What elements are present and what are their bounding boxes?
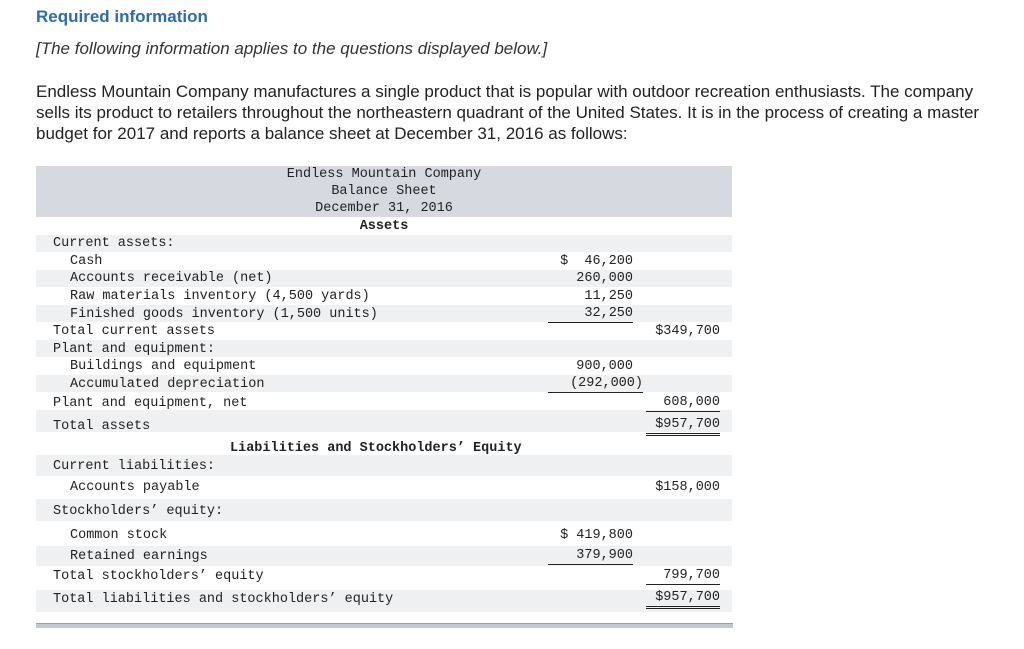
- bottom-divider: [36, 623, 733, 628]
- accounts-receivable-amount: 260,000: [576, 271, 633, 286]
- total-equity-label: Total stockholders’ equity: [53, 569, 264, 584]
- accounts-receivable-label: Accounts receivable (net): [70, 271, 273, 286]
- total-current-assets-label: Total current assets: [53, 324, 216, 339]
- stockholders-equity-label: Stockholders’ equity:: [53, 504, 224, 519]
- accumulated-depreciation-amount: (292,000): [548, 376, 643, 393]
- raw-materials-label: Raw materials inventory (4,500 yards): [70, 289, 370, 304]
- current-assets-label: Current assets:: [53, 236, 175, 251]
- common-stock-amount: $ 419,800: [560, 528, 633, 543]
- problem-intro: Endless Mountain Company manufactures a single product that is popular with outdoor recreation enthusiasts. The company sells its product to retailers throughout the northeastern quadrant of the United States. It is in the process of creating a master budget for 2017 and reports a balance sheet at December 31, 2016 as follows:: [36, 82, 980, 143]
- total-assets-amount: $957,700: [646, 417, 720, 436]
- total-current-assets-amount: $349,700: [655, 324, 720, 339]
- plant-net-amount: 608,000: [646, 395, 720, 412]
- balance-sheet: [36, 166, 732, 628]
- finished-goods-amount: 32,250: [548, 306, 633, 323]
- retained-earnings-label: Retained earnings: [70, 549, 208, 564]
- statement-title: Balance Sheet: [331, 184, 437, 199]
- accounts-payable-amount: $158,000: [655, 480, 720, 495]
- total-assets-label: Total assets: [53, 419, 151, 434]
- plant-equipment-label: Plant and equipment:: [53, 342, 216, 357]
- accounts-payable-label: Accounts payable: [70, 480, 200, 495]
- finished-goods-label: Finished goods inventory (1,500 units): [70, 307, 378, 322]
- information-note: [The following information applies to the questions displayed below.]: [36, 39, 548, 58]
- statement-date: December 31, 2016: [315, 201, 453, 216]
- cash-amount: $ 46,200: [560, 254, 633, 269]
- liabilities-equity-heading: Liabilities and Stockholders’ Equity: [230, 441, 522, 456]
- raw-materials-amount: 11,250: [584, 289, 633, 304]
- accumulated-depreciation-label: Accumulated depreciation: [70, 377, 265, 392]
- company-name: Endless Mountain Company: [286, 167, 482, 182]
- buildings-label: Buildings and equipment: [70, 359, 257, 374]
- common-stock-label: Common stock: [70, 528, 168, 543]
- retained-earnings-amount: 379,900: [548, 548, 633, 565]
- total-liabilities-equity-amount: $957,700: [646, 590, 720, 609]
- plant-net-label: Plant and equipment, net: [53, 396, 248, 411]
- total-liabilities-equity-label: Total liabilities and stockholders’ equity: [53, 592, 394, 607]
- current-liabilities-label: Current liabilities:: [53, 459, 216, 474]
- required-information-title: Required information: [36, 7, 208, 26]
- cash-label: Cash: [70, 254, 103, 269]
- total-equity-amount: 799,700: [646, 568, 720, 585]
- buildings-amount: 900,000: [576, 359, 633, 374]
- assets-heading: Assets: [359, 219, 409, 234]
